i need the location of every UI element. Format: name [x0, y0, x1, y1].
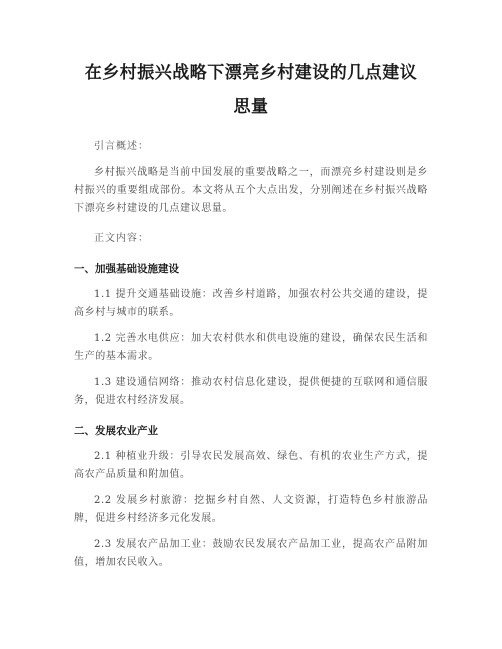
intro-label: 引言概述： [94, 141, 149, 152]
section-item: 1.3 建设通信网络：推动农村信息化建设，提供便捷的互联网和通信服务，促进农村经济发展。 [74, 377, 428, 406]
section-item: 2.1 种植业升级：引导农民发展高效、绿色、有机的农业生产方式，提高农产品质量和附加值。 [74, 451, 428, 480]
section-item: 1.2 完善水电供应：加大农村供水和供电设施的建设，确保农民生活和生产的基本需求。 [74, 333, 428, 362]
section-item: 2.2 发展乡村旅游：挖掘乡村自然、人文资源，打造特色乡村旅游品牌，促进乡村经济多元化发展。 [74, 495, 428, 524]
intro-paragraph: 乡村振兴战略是当前中国发展的重要战略之一，而漂亮乡村建设则是乡村振兴的重要组成部份。本文将从五个大点出发，分别阐述在乡村振兴战略下漂亮乡村建设的几点建议思量。 [74, 167, 428, 214]
section-heading: 一、加强基础设施建设 [74, 263, 179, 275]
body-label: 正文内容： [94, 233, 149, 244]
section-heading: 二、发展农业产业 [74, 425, 158, 437]
document-title: 在乡村振兴战略下漂亮乡村建设的几点建议思量 [84, 63, 418, 117]
section-item: 2.3 发展农产品加工业：鼓励农民发展农产品加工业，提高农产品附加值，增加农民收入。 [74, 539, 428, 568]
section-item: 1.1 提升交通基础设施：改善乡村道路，加强农村公共交通的建设，提高乡村与城市的联系。 [74, 289, 428, 318]
